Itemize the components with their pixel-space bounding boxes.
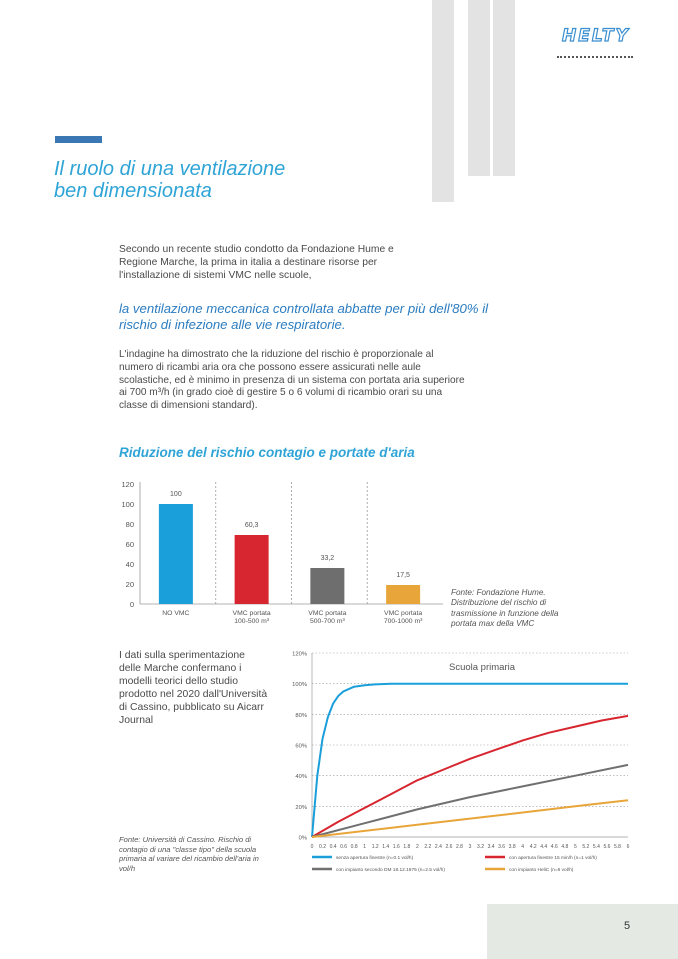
decorative-stripe [468,0,490,176]
bar-chart [110,476,450,630]
x-tick-label: 3.6 [498,844,506,850]
bar [159,504,193,604]
category-label: 100-500 m³ [234,618,270,625]
bar-value-label: 17,5 [396,572,410,579]
y-tick-label: 0% [298,835,307,842]
footer-corner-block [487,904,678,959]
y-tick-label: 120 [121,480,134,489]
x-tick-label: 5.4 [592,844,600,850]
y-tick-label: 120% [292,651,307,658]
category-label: VMC portata [384,610,423,617]
bar-chart-source: Fonte: Fondazione Hume. Distribuzione del rischio di trasmissione in funzione della portata max della VMC [451,588,559,629]
x-tick-label: 0.2 [319,844,327,850]
x-tick-label: 3.2 [477,844,485,850]
decorative-stripe [493,0,515,176]
y-tick-label: 0 [129,600,134,609]
x-tick-label: 5.2 [582,844,590,850]
brand-logo: HELTY [562,26,630,46]
x-tick-label: 4 [521,844,525,850]
y-tick-label: 80 [125,520,134,529]
page-title-line1: Il ruolo di una ventilazione [54,158,286,180]
category-label: NO VMC [162,610,190,617]
decorative-stripe [432,0,454,202]
legend-label: senza apertura finestre (n=0.1 vol/h) [336,856,414,861]
x-tick-label: 4.4 [540,844,548,850]
x-tick-label: 5.6 [603,844,611,850]
x-tick-label: 0 [310,844,314,850]
x-tick-label: 2.2 [424,844,432,850]
category-label: VMC portata [308,610,347,617]
bar [386,585,420,604]
logo-divider [557,56,633,58]
x-tick-label: 1.6 [392,844,400,850]
bar-chart-title: Riduzione del rischio contagio e portate d'aria [119,445,415,460]
x-tick-label: 1.8 [403,844,411,850]
bar-value-label: 100 [170,491,182,498]
x-tick-label: 5 [573,844,577,850]
title-accent-bar [55,136,102,143]
x-tick-label: 1 [363,844,367,850]
page-title-line2: ben dimensionata [54,180,212,202]
x-tick-label: 1.4 [382,844,390,850]
study-paragraph: L'indagine ha dimostrato che la riduzione del rischio è proporzionale al numero di ricambi aria ora che possono essere assicurati nelle aule scolastiche, ed è minimo in presenza di un sistema con portata aria superiore ai 700 m³/h (in grado cioè di gestire 5 o 6 volumi di ricambio orari su una classe di dimensioni standard). [119,349,465,412]
x-tick-label: 2.6 [445,844,453,850]
series-line [312,684,628,837]
y-tick-label: 80% [295,712,307,719]
y-tick-label: 40% [295,774,307,781]
y-tick-label: 100% [292,682,307,689]
x-tick-label: 4.6 [550,844,558,850]
x-tick-label: 2.8 [455,844,463,850]
category-label: 500-700 m³ [309,618,345,625]
line-chart [292,645,640,877]
category-label: VMC portata [232,610,271,617]
bar-value-label: 33,2 [320,555,335,562]
y-tick-label: 20% [295,804,307,811]
x-tick-label: 0.8 [350,844,358,850]
x-tick-label: 4.2 [529,844,537,850]
line-chart-source: Fonte: Università di Cassino. Rischio di contagio di una "classe tipo" della scuola primaria al variare del ricambio dell'aria in vol/h [119,835,259,873]
cassino-paragraph: I dati sulla sperimentazione delle Marche confermano i modelli teorici dello studio prodotto nel 2020 dall'Università di Cassino, pubblicato su Aicarr Journal [119,650,268,726]
y-tick-label: 60 [125,540,134,549]
x-tick-label: 5.8 [613,844,621,850]
series-line [312,800,628,837]
x-tick-label: 6 [626,844,630,850]
page-number: 5 [624,920,631,932]
legend-label: con apertura finestre 15 min/h (n=1 vol/h) [509,856,597,861]
legend-label: con impianto HeliC (n=6 vol/h) [509,868,574,873]
x-tick-label: 1.2 [371,844,379,850]
x-tick-label: 0.4 [329,844,337,850]
x-tick-label: 3.4 [487,844,495,850]
x-tick-label: 4.8 [561,844,569,850]
x-tick-label: 0.6 [340,844,348,850]
x-tick-label: 2 [415,844,419,850]
x-tick-label: 3 [468,844,472,850]
y-tick-label: 20 [125,580,134,589]
line-chart-title: Scuola primaria [449,662,515,673]
x-tick-label: 2.4 [434,844,442,850]
bar-value-label: 60,3 [244,522,259,529]
highlight-statement: la ventilazione meccanica controllata abbatte per più dell'80% il rischio di infezione alle vie respiratorie. [119,301,489,332]
legend-label: con impianto secondo DM 18.12.1975 (n=2.5 vol/h) [336,868,445,873]
y-tick-label: 40 [125,560,134,569]
page-title [54,158,285,202]
y-tick-label: 60% [295,743,307,750]
bar [235,535,269,604]
intro-paragraph: Secondo un recente studio condotto da Fondazione Hume e Regione Marche, la prima in italia a destinare risorse per l'installazione di sistemi VMC nelle scuole, [119,244,394,281]
bar [310,568,344,604]
category-label: 700-1000 m³ [383,618,423,625]
y-tick-label: 100 [121,500,134,509]
x-tick-label: 3.8 [508,844,516,850]
